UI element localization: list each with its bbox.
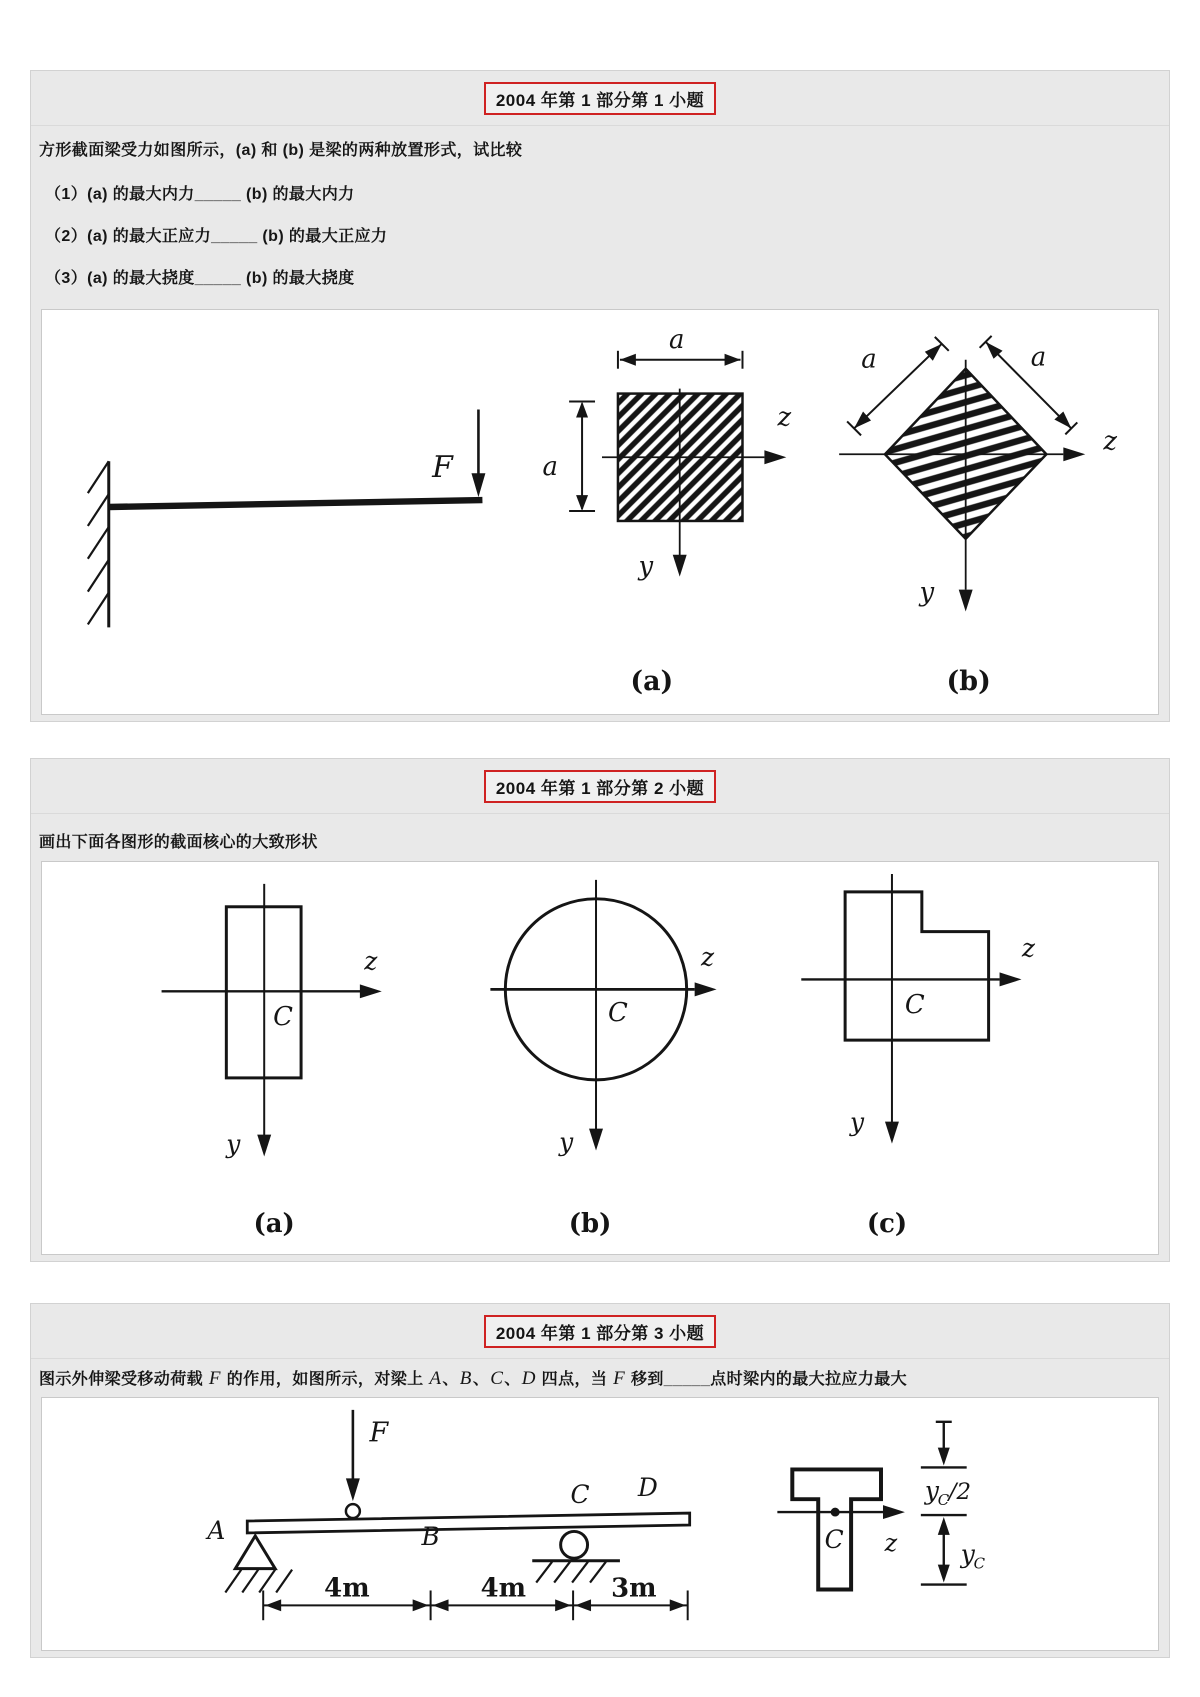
section-core-shapes-drawing [42, 862, 1158, 1254]
point-C-label: C [570, 1480, 590, 1510]
question-1-header [31, 71, 1169, 126]
yc-half-sub: C [937, 1491, 950, 1510]
circle-y-axis-label: y [559, 1127, 574, 1157]
cantilever-beam [109, 500, 483, 507]
point-A-label: A [207, 1515, 226, 1545]
question-3-title: 2004 年第 1 部分第 3 小题 [484, 1315, 716, 1348]
force-arrow [471, 410, 485, 498]
question-1-section [30, 70, 1170, 722]
dim-label-3: 3m [611, 1573, 657, 1604]
yc-base: y [960, 1539, 975, 1569]
question-1-title: 2004 年第 1 部分第 1 小题 [484, 82, 716, 115]
overhanging-beam-drawing [42, 1398, 1158, 1650]
point-B-label: B [421, 1521, 440, 1551]
circle-centroid-label: C [607, 998, 628, 1029]
question-2-header [31, 759, 1169, 814]
question-3-section [30, 1303, 1170, 1658]
caption-b: (b) [946, 666, 991, 698]
roller-support-C [532, 1531, 620, 1582]
circle-z-axis-label: z [701, 942, 715, 972]
pin-support-A [225, 1536, 292, 1593]
square-left-dimension [569, 402, 595, 511]
question-3-figure [41, 1397, 1159, 1651]
question-1-blank-1: （1）(a) 的最大内力_____ (b) 的最大内力 [45, 186, 355, 203]
square-section-a [602, 389, 786, 577]
lshape-centroid-label: C [904, 990, 925, 1021]
question-1-figure [41, 309, 1159, 715]
yc-half-suffix: /2 [948, 1479, 972, 1506]
tsection-z-axis-label: z [884, 1528, 898, 1557]
force-label: F [432, 450, 453, 486]
yc-sub: C [973, 1554, 986, 1573]
rect-centroid-label: C [273, 1002, 293, 1033]
circle-shape-b [490, 880, 716, 1151]
square-height-label: a [542, 452, 558, 483]
yc-half-base: y [924, 1476, 939, 1506]
question-1-intro: 方形截面梁受力如图所示，(a) 和 (b) 是梁的两种放置形式，试比较 [39, 142, 523, 159]
square-width-label: a [669, 324, 685, 355]
rect-z-axis-label: z [364, 946, 378, 976]
diamond-right-dim-label: a [1030, 342, 1047, 373]
square-y-axis-label: y [638, 551, 654, 582]
force-label: F [369, 1417, 389, 1449]
caption-a: (a) [253, 1209, 295, 1240]
question-3-header [31, 1304, 1169, 1359]
lshape-z-axis-label: z [1021, 933, 1036, 963]
diamond-section-b [839, 360, 1085, 612]
diamond-left-dim-label: a [861, 344, 877, 375]
dim-label-1: 4m [324, 1573, 370, 1604]
question-2-title: 2004 年第 1 部分第 2 小题 [484, 770, 716, 803]
fixed-support [88, 461, 109, 627]
question-1-blank-3: （3）(a) 的最大挠度_____ (b) 的最大挠度 [45, 270, 355, 287]
lshape-y-axis-label: y [850, 1107, 865, 1137]
diamond-y-axis-label: y [919, 577, 935, 608]
diamond-z-axis-label: z [1103, 426, 1117, 457]
question-3-text: 图示外伸梁受移动荷载 F 的作用，如图所示，对梁上 A、B、C、D 四点，当 F 移到_____点时梁内的最大拉应力最大 [39, 1368, 908, 1389]
caption-c: (c) [866, 1209, 908, 1240]
rect-y-axis-label: y [226, 1129, 241, 1159]
question-2-section [30, 758, 1170, 1262]
point-D-label: D [637, 1473, 658, 1503]
tsection-centroid-label: C [824, 1524, 844, 1554]
beam [247, 1513, 689, 1533]
caption-b: (b) [568, 1209, 612, 1240]
square-z-axis-label: z [777, 402, 792, 433]
question-1-blank-2: （2）(a) 的最大正应力_____ (b) 的最大正应力 [45, 228, 388, 245]
dim-label-2: 4m [480, 1573, 527, 1604]
question-2-figure [41, 861, 1159, 1255]
cantilever-and-sections-drawing [42, 310, 1158, 714]
question-2-intro: 画出下面各图形的截面核心的大致形状 [39, 834, 318, 851]
moving-load-arrow [346, 1410, 360, 1518]
rectangle-shape-a [162, 884, 382, 1157]
caption-a: (a) [630, 666, 674, 698]
